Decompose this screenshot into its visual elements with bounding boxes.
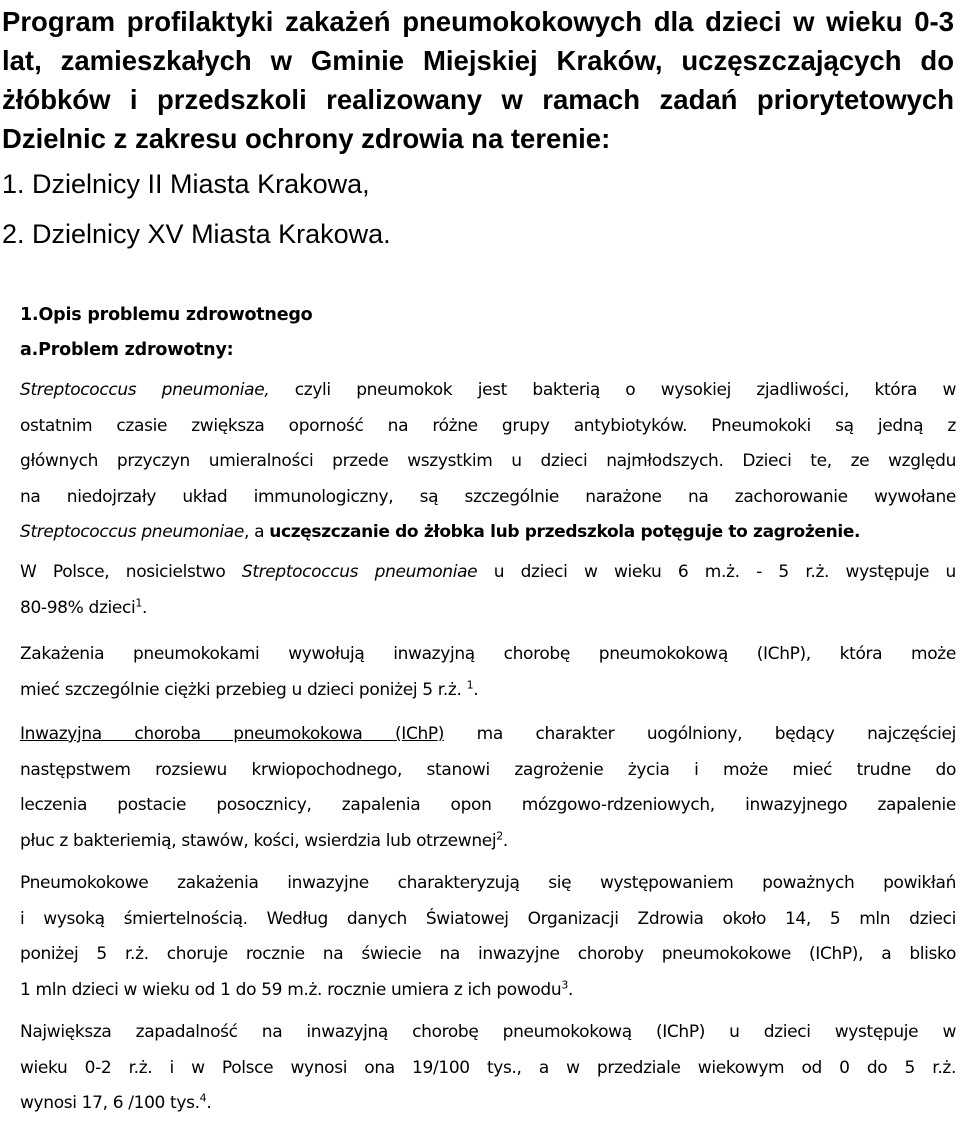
line-text: 80-98% dzieci <box>20 597 136 618</box>
paragraph-line: na niedojrzały układ immunologiczny, są szczególnie narażone na zachorowanie wywołane <box>20 486 956 507</box>
line-text: mieć szczególnie ciężki przebieg u dzieci poniżej 5 r.ż. <box>20 679 467 700</box>
line-text: W Polsce, nosicielstwo <box>20 562 242 582</box>
footnote-ref: 4 <box>199 1091 207 1105</box>
district-item: 2. Dzielnicy XV Miasta Krakowa. <box>2 219 391 249</box>
footnote-ref: 1 <box>135 595 143 609</box>
paragraph-line <box>20 717 956 753</box>
footnote-ref: 3 <box>561 977 568 991</box>
paragraph-line: następstwem rozsiewu krwiopochodnego, stanowi zagrożenie życia i może mieć trudne do <box>20 759 956 780</box>
document-title <box>2 2 954 158</box>
line-text: 1 mln dzieci w wieku od 1 do 59 m.ż. rocznie umiera z ich powodu <box>20 979 562 1000</box>
line-text: , a <box>243 522 270 542</box>
line-text: wynosi 17, 6 /100 tys. <box>20 1093 200 1113</box>
line-text: . <box>206 1093 212 1113</box>
paragraph-line <box>20 555 956 591</box>
line-text: . <box>567 979 574 1000</box>
section-number: 1. <box>20 305 39 325</box>
line-text: u dzieci w wieku 6 m.ż. - 5 r.ż. występuje u <box>477 562 956 582</box>
paragraph-line: Zakażenia pneumokokami wywołują inwazyjną chorobę pneumokokową (IChP), która może <box>20 644 956 664</box>
paragraph-line <box>20 591 956 627</box>
subsection-letter: a. <box>20 340 39 360</box>
paragraph-line <box>20 973 956 1009</box>
line-text: . <box>142 597 148 618</box>
subsection-heading <box>20 338 233 362</box>
paragraph-line: Pneumokokowe zakażenia inwazyjne charakteryzują się występowaniem poważnych powikłań <box>20 873 956 893</box>
paragraph-line: poniżej 5 r.ż. choruje rocznie na świecie na inwazyjne choroby pneumokokowe (IChP), a blisko <box>20 944 956 964</box>
section-label: Opis problemu zdrowotnego <box>38 305 313 325</box>
title-line: lat, zamieszkałych w Gminie Miejskiej Kraków, uczęszczających do <box>2 45 954 76</box>
footnote-ref: 1 <box>466 677 474 691</box>
paragraph <box>20 637 956 708</box>
line-text: płuc z bakteriemią, stawów, kości, wsierdzia lub otrzewnej <box>20 830 497 851</box>
paragraph-line: leczenia postacie posocznicy, zapalenia opon mózgowo-rdzeniowych, inwazyjnego zapalenie <box>20 795 956 815</box>
district-item: 1. Dzielnicy II Miasta Krakowa, <box>2 169 370 199</box>
paragraph-line <box>20 515 956 551</box>
paragraph-line: Największa zapadalność na inwazyjną chorobę pneumokokową (IChP) u dzieci występuje w <box>20 1022 956 1042</box>
line-text: . <box>502 830 508 851</box>
paragraph-line: wieku 0-2 r.ż. i w Polsce wynosi ona 19/100 tys., a w przedziale wiekowym od 0 do 5 r.ż. <box>20 1057 956 1078</box>
underlined-term: Inwazyjna choroba pneumokokowa (IChP) <box>20 724 445 744</box>
species-name: Streptococcus pneumoniae <box>20 522 244 542</box>
title-line: Dzielnic z zakresu ochrony zdrowia na terenie: <box>2 123 611 154</box>
paragraph <box>20 866 956 1008</box>
subsection-label: Problem zdrowotny: <box>38 340 234 360</box>
species-name: Streptococcus pneumoniae, <box>20 380 270 400</box>
title-line: Program profilaktyki zakażeń pneumokokowych dla dzieci w wieku 0-3 <box>2 6 954 37</box>
emphasis-text: uczęszczanie do żłobka lub przedszkola potęguje to zagrożenie. <box>269 522 861 542</box>
line-text: czyli pneumokok jest bakterią o wysokiej zjadliwości, która w <box>269 380 956 400</box>
paragraph <box>20 1015 956 1122</box>
paragraph-line: głównych przyczyn umieralności przede wszystkim u dzieci najmłodszych. Dzieci te, ze względu <box>20 451 956 471</box>
title-line: żłóbków i przedszkoli realizowany w ramach zadań priorytetowych <box>2 84 954 115</box>
species-name: Streptococcus pneumoniae <box>241 562 478 582</box>
paragraph-line: ostatnim czasie zwiększa oporność na różne grupy antybiotyków. Pneumokoki są jedną z <box>20 415 956 436</box>
paragraph-line <box>20 824 956 860</box>
paragraph-line: i wysoką śmiertelnością. Według danych Światowej Organizacji Zdrowia około 14, 5 mln dzieci <box>20 908 956 929</box>
line-text: . <box>473 679 479 700</box>
paragraph <box>20 555 956 626</box>
paragraph <box>20 717 956 859</box>
paragraph-line <box>20 373 956 409</box>
paragraph <box>20 373 956 551</box>
paragraph-line <box>20 1086 956 1122</box>
line-text: ma charakter uogólniony, będący najczęściej <box>444 724 956 744</box>
paragraph-line <box>20 673 956 709</box>
section-heading <box>20 303 313 327</box>
footnote-ref: 2 <box>496 828 503 842</box>
